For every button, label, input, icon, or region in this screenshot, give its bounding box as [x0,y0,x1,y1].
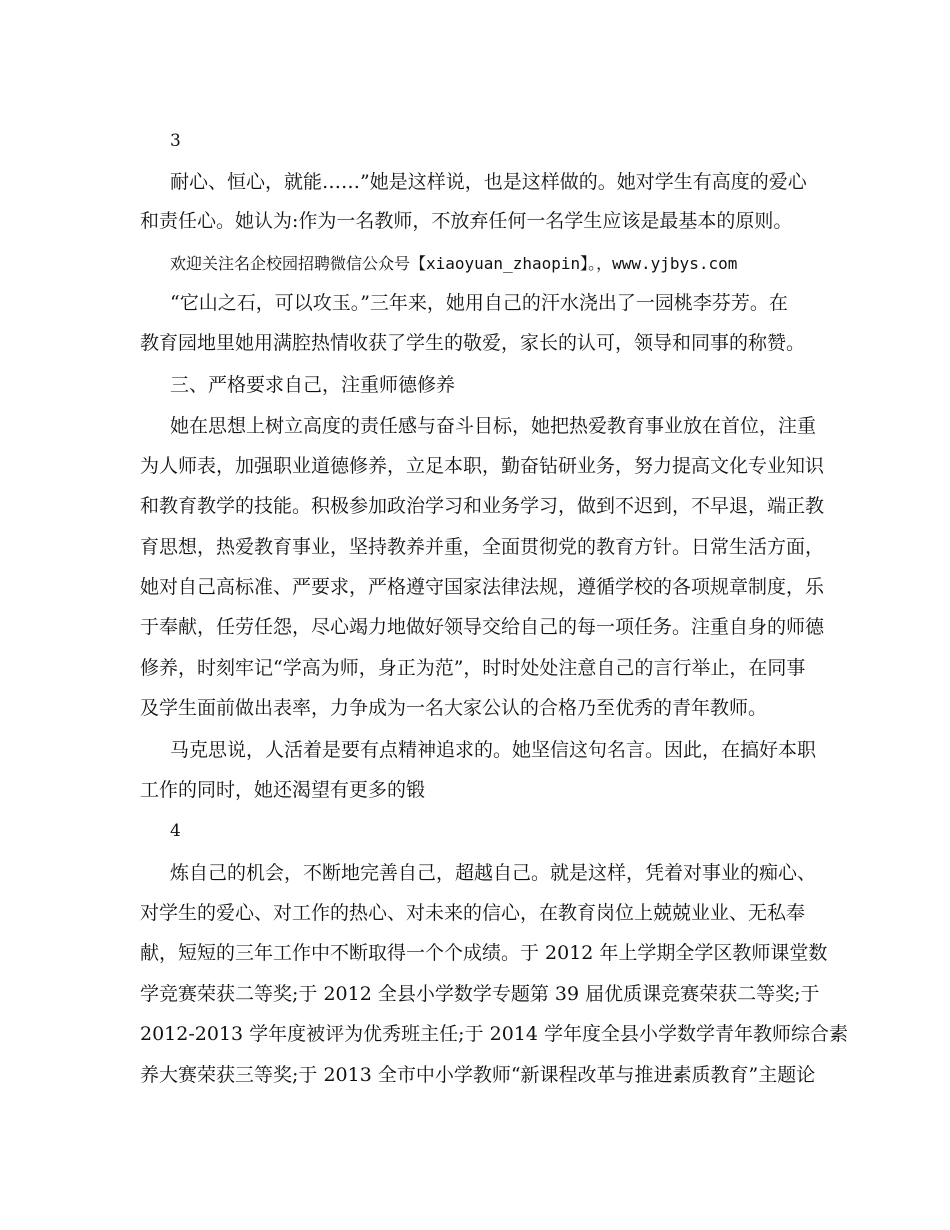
paragraph-line: 炼自己的机会，不断地完善自己，超越自己。就是这样，凭着对事业的痴心、 [170,862,817,884]
paragraph-line: 马克思说，人活着是要有点精神追求的。她坚信这句名言。因此，在搞好本职 [170,739,817,761]
page-number-4: 4 [170,821,181,841]
paragraph-line: “它山之石，可以攻玉。”三年来，她用自己的汗水浇出了一园桃李芬芳。在 [170,292,788,314]
paragraph-line: 2012-2013 学年度被评为优秀班主任;于 2014 学年度全县小学数学青年教师综合素 [140,1023,849,1045]
paragraph-line: 养大赛荣获三等奖;于 2013 全市中小学教师“新课程改革与推进素质教育”主题论 [140,1064,816,1086]
section-heading: 三、严格要求自己，注重师德修养 [170,374,456,396]
paragraph-line: 为人师表，加强职业道德修养，立足本职，勤奋钻研业务，努力提高文化专业知识 [140,455,825,477]
paragraph-line: 学竞赛荣获二等奖;于 2012 全县小学数学专题第 39 届优质课竞赛荣获二等奖;于 [140,983,820,1005]
paragraph-line: 她对自己高标准、严要求，严格遵守国家法律法规，遵循学校的各项规章制度，乐 [140,576,825,598]
paragraph-line: 于奉献，任劳任怨，尽心竭力地做好领导交给自己的每一项任务。注重自身的师德 [140,616,825,638]
page-number-3: 3 [170,131,181,151]
paragraph-line: 和责任心。她认为:作为一名教师，不放弃任何一名学生应该是最基本的原则。 [140,210,793,232]
paragraph-line: 和教育教学的技能。积极参加政治学习和业务学习，做到不迟到，不早退，端正教 [140,495,825,517]
paragraph-line: 对学生的爱心、对工作的热心、对未来的信心，在教育岗位上兢兢业业、无私奉 [140,902,806,924]
paragraph-line: 育思想，热爱教育事业，坚持教养并重，全面贯彻党的教育方针。日常生活方面， [140,536,825,558]
paragraph-line: 及学生面前做出表率，力争成为一名大家公认的合格乃至优秀的青年教师。 [140,697,768,719]
paragraph-line: 耐心、恒心，就能……”她是这样说，也是这样做的。她对学生有高度的爱心 [170,171,807,193]
paragraph-line: 献，短短的三年工作中不断取得一个个成绩。于 2012 年上学期全学区教师课堂数 [140,942,828,964]
promo-line: 欢迎关注名企校园招聘微信公众号【xiaoyuan_zhaopin】。，www.yjbys.com [170,254,738,273]
paragraph-line: 教育园地里她用满腔热情收获了学生的敬爱，家长的认可，领导和同事的称赞。 [140,332,806,354]
paragraph-line: 工作的同时，她还渴望有更多的锻 [140,779,426,801]
paragraph-line: 她在思想上树立高度的责任感与奋斗目标，她把热爱教育事业放在首位，注重 [170,415,817,437]
paragraph-line: 修养，时刻牢记“学高为师，身正为范”，时时处处注意自己的言行举止，在同事 [140,657,806,679]
